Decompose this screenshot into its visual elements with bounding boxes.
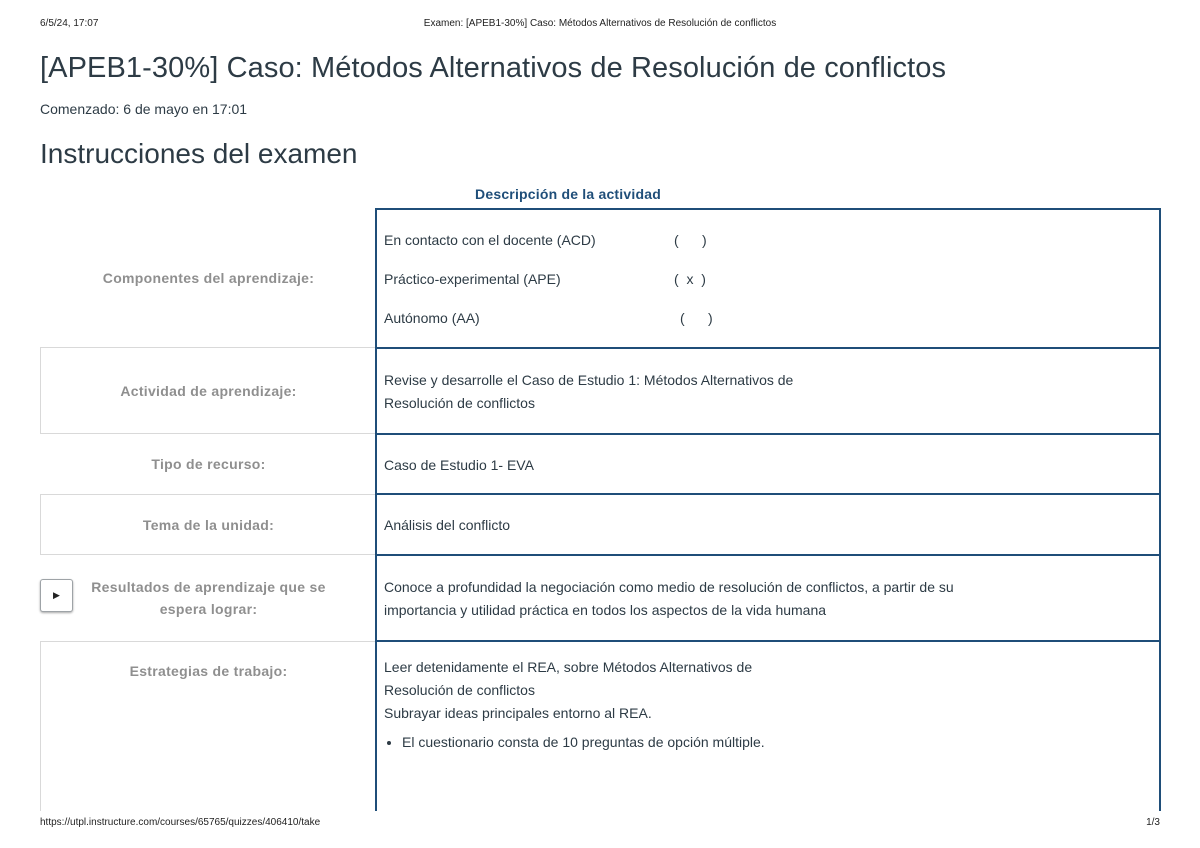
print-url: https://utpl.instructure.com/courses/65765/quizzes/406410/take [40,817,321,828]
print-doc-title: Examen: [APEB1-30%] Caso: Métodos Alternativos de Resolución de conflictos [423,18,777,29]
estrategias-line-2: Resolución de conflictos [384,682,535,698]
actividad-line-2: Resolución de conflictos [384,395,535,411]
component-aa-mark: ( ) [680,309,713,326]
resultados-line-1: Conoce a profundidad la negociación como medio de resolución de conflictos, a partir de su [384,579,954,595]
value-actividad [375,347,1161,435]
label-actividad: Actividad de aprendizaje: [40,347,376,434]
play-triangle-icon: ▶ [53,590,60,600]
estrategias-bullet-list [384,731,1159,753]
activity-description-heading: Descripción de la actividad [475,186,661,202]
print-footer [40,817,1160,831]
tema-unidad-text: Análisis del conflicto [384,517,511,533]
component-aa-name: Autónomo (AA) [384,309,480,326]
value-estrategias [375,640,1161,811]
value-componentes [375,208,1161,348]
started-timestamp: Comenzado: 6 de mayo en 17:01 [40,101,248,117]
tipo-recurso-text: Caso de Estudio 1- EVA [384,456,534,473]
actividad-line-1: Revise y desarrolle el Caso de Estudio 1: Métodos Alternativos de [384,372,794,388]
print-page-number: 1/3 [1146,817,1160,828]
label-resultados [40,555,376,641]
estrategias-bullet-1: • El cuestionario consta de 10 preguntas de opción múltiple. [402,731,1159,753]
component-ape-mark: ( x ) [674,270,706,287]
label-componentes: Componentes del aprendizaje: [102,270,315,286]
label-tema-unidad: Tema de la unidad: [40,494,376,555]
component-aa [384,299,1159,338]
estrategias-line-1: Leer detenidamente el REA, sobre Métodos Alternativos de [384,659,753,675]
expand-button[interactable] [40,579,73,612]
resultados-label-line-1: Resultados de aprendizaje que se [91,579,326,595]
resultados-label-line-2: espera lograr: [159,601,258,617]
component-acd [384,221,1159,260]
print-date: 6/5/24, 17:07 [40,18,99,29]
resultados-line-2: importancia y utilidad práctica en todos los aspectos de la vida humana [384,602,827,618]
print-header [40,18,1160,32]
estrategias-line-3: Subrayar ideas principales entorno al REA. [384,705,652,721]
label-tipo-recurso: Tipo de recurso: [151,456,266,472]
value-tipo-recurso [375,433,1161,495]
component-acd-mark: ( ) [674,231,707,248]
label-estrategias: Estrategias de trabajo: [40,641,376,811]
value-tema-unidad [375,493,1161,556]
quiz-title: [APEB1-30%] Caso: Métodos Alternativos de Resolución de conflictos [40,52,947,84]
value-resultados [375,554,1161,642]
component-ape-name: Práctico-experimental (APE) [384,270,561,287]
component-ape [384,260,1159,299]
component-acd-name: En contacto con el docente (ACD) [384,231,596,248]
instructions-heading: Instrucciones del examen [40,138,358,169]
